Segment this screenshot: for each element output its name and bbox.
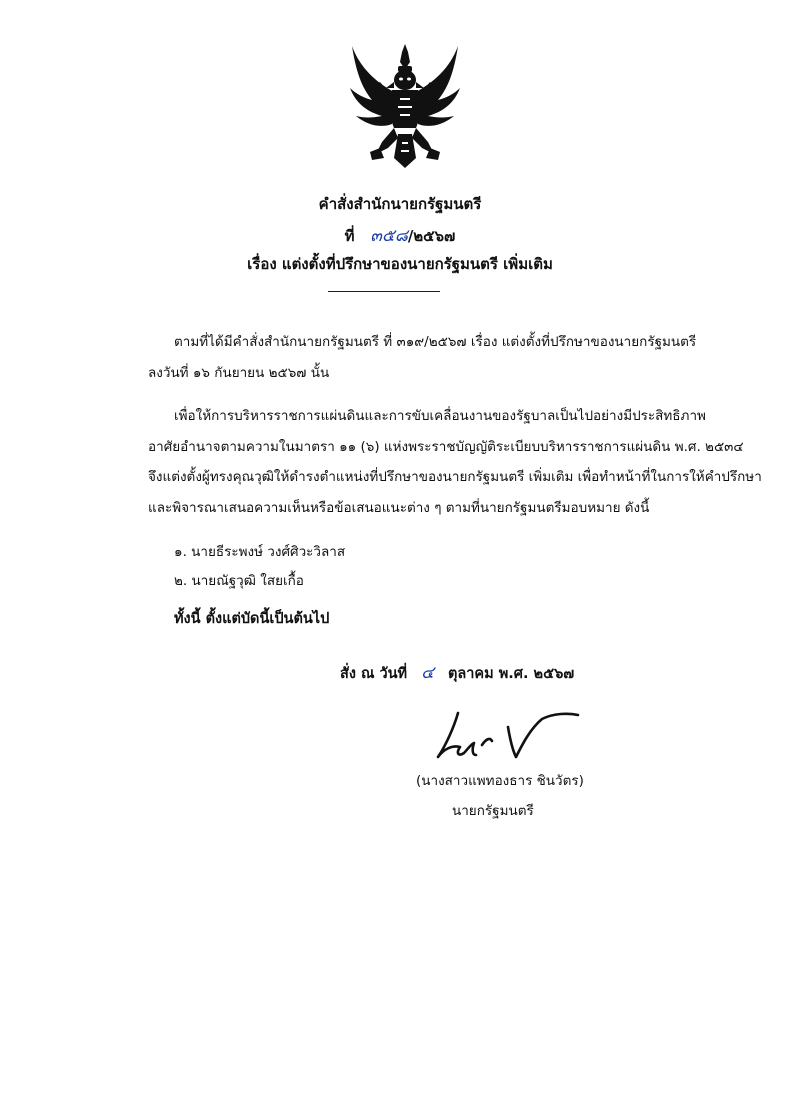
title-divider bbox=[328, 291, 440, 292]
signer-title: นายกรัฐมนตรี bbox=[452, 803, 534, 819]
order-number-suffix: /๒๕๖๗ bbox=[407, 227, 456, 245]
paragraph-reference bbox=[148, 327, 732, 388]
paragraph-line: จึงแต่งตั้งผู้ทรงคุณวุฒิให้ดำรงตำแหน่งที่ปรึกษาของนายกรัฐมนตรี เพิ่มเติม เพื่อทำหน้าที่ในการให้คำปรึกษา bbox=[148, 469, 762, 485]
effective-statement: ทั้งนี้ ตั้งแต่บัดนี้เป็นต้นไป bbox=[174, 611, 330, 627]
appointee-item: ๒. นายณัฐวุฒิ ใสยเกื้อ bbox=[174, 573, 304, 589]
signer-name: (นางสาวแพทองธาร ชินวัตร) bbox=[416, 773, 584, 789]
garuda-emblem-icon bbox=[346, 42, 464, 170]
paragraph-line: ลงวันที่ ๑๖ กันยายน ๒๕๖๗ นั้น bbox=[148, 364, 330, 381]
order-number-handwritten: ๓๕๘ bbox=[370, 226, 408, 246]
paragraph-line: ตามที่ได้มีคำสั่งสำนักนายกรัฐมนตรี ที่ ๓๑๙/๒๕๖๗ เรื่อง แต่งตั้งที่ปรึกษาของนายกรัฐมนตรี bbox=[174, 334, 697, 350]
order-date-suffix: ตุลาคม พ.ศ. ๒๕๖๗ bbox=[447, 666, 575, 682]
order-date-prefix: สั่ง ณ วันที่ bbox=[340, 666, 408, 682]
paragraph-authority bbox=[148, 401, 762, 523]
paragraph-line: อาศัยอำนาจตามความในมาตรา ๑๑ (๖) แห่งพระราชบัญญัติระเบียบบริหารราชการแผ่นดิน พ.ศ. ๒๕๓๔ bbox=[148, 438, 744, 455]
order-number-prefix: ที่ bbox=[344, 227, 355, 245]
document-title: คำสั่งสำนักนายกรัฐมนตรี bbox=[318, 195, 482, 213]
appointee-item: ๑. นายธีระพงษ์ วงศ์ศิวะวิลาส bbox=[174, 544, 346, 560]
order-date bbox=[340, 659, 574, 686]
order-number bbox=[0, 222, 800, 249]
paragraph-line: เพื่อให้การบริหารราชการแผ่นดินและการขับเคลื่อนงานของรัฐบาลเป็นไปอย่างมีประสิทธิภาพ bbox=[174, 408, 706, 424]
signature bbox=[430, 705, 590, 765]
order-day-handwritten: ๔ bbox=[421, 663, 434, 683]
paragraph-line: และพิจารณาเสนอความเห็นหรือข้อเสนอแนะต่าง ๆ ตามที่นายกรัฐมนตรีมอบหมาย ดังนี้ bbox=[148, 499, 650, 516]
document-subject: เรื่อง แต่งตั้งที่ปรึกษาของนายกรัฐมนตรี เพิ่มเติม bbox=[247, 255, 553, 273]
